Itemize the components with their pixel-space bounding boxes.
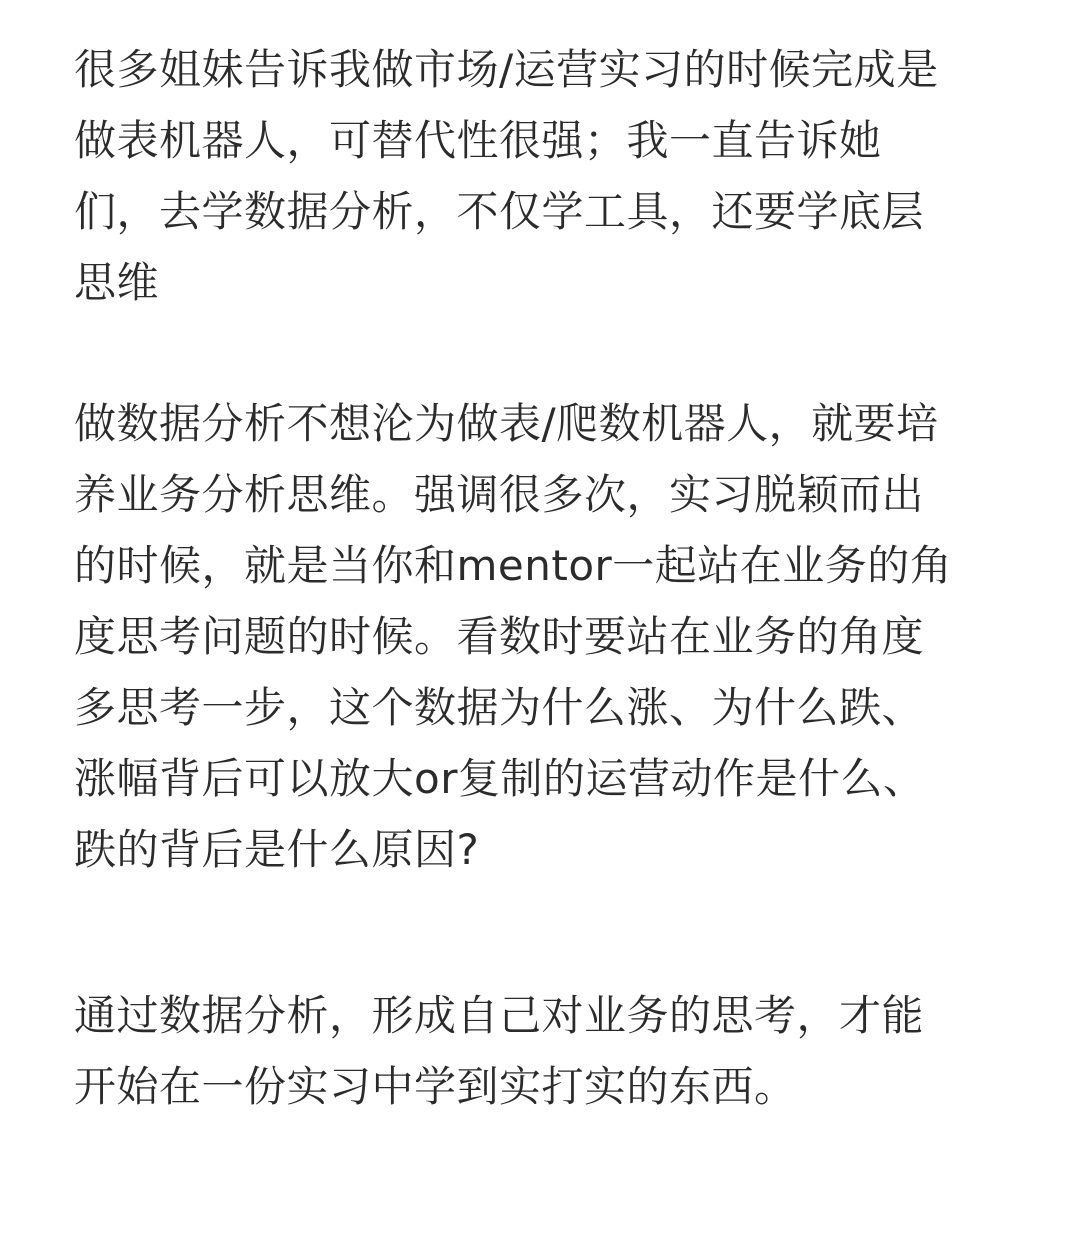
paragraph-3 (74, 980, 1004, 1122)
paragraph-2-line-1: 做数据分析不想沦为做表/爬数机器人，就要培 (74, 399, 939, 448)
paragraph-2-line-2: 养业务分析思维。强调很多次，实习脱颖而出 (74, 470, 925, 519)
paragraph-1-line-4: 思维 (74, 258, 160, 307)
paragraph-2-line-6: 涨幅背后可以放大or复制的运营动作是什么、 (74, 754, 926, 803)
paragraph-2-line-4: 度思考问题的时候。看数时要站在业务的角度 (74, 612, 925, 661)
paragraph-1-line-1: 很多姐妹告诉我做市场/运营实习的时候完成是 (74, 45, 939, 94)
paragraph-1 (74, 34, 1004, 318)
paragraph-2-line-3: 的时候，就是当你和mentor一起站在业务的角 (74, 541, 953, 590)
paragraph-2-line-7: 跌的背后是什么原因? (74, 825, 480, 874)
article-body (74, 34, 1004, 1122)
paragraph-2 (74, 388, 1004, 885)
paragraph-3-line-2: 开始在一份实习中学到实打实的东西。 (74, 1062, 797, 1111)
paragraph-3-line-1: 通过数据分析，形成自己对业务的思考，才能 (74, 991, 925, 1040)
paragraph-1-line-3: 们，去学数据分析，不仅学工具，还要学底层 (74, 187, 925, 236)
paragraph-1-line-2: 做表机器人，可替代性很强；我一直告诉她 (74, 116, 882, 165)
paragraph-spacer (74, 885, 1004, 980)
paragraph-2-line-5: 多思考一步，这个数据为什么涨、为什么跌、 (74, 683, 925, 732)
paragraph-spacer (74, 318, 1004, 388)
